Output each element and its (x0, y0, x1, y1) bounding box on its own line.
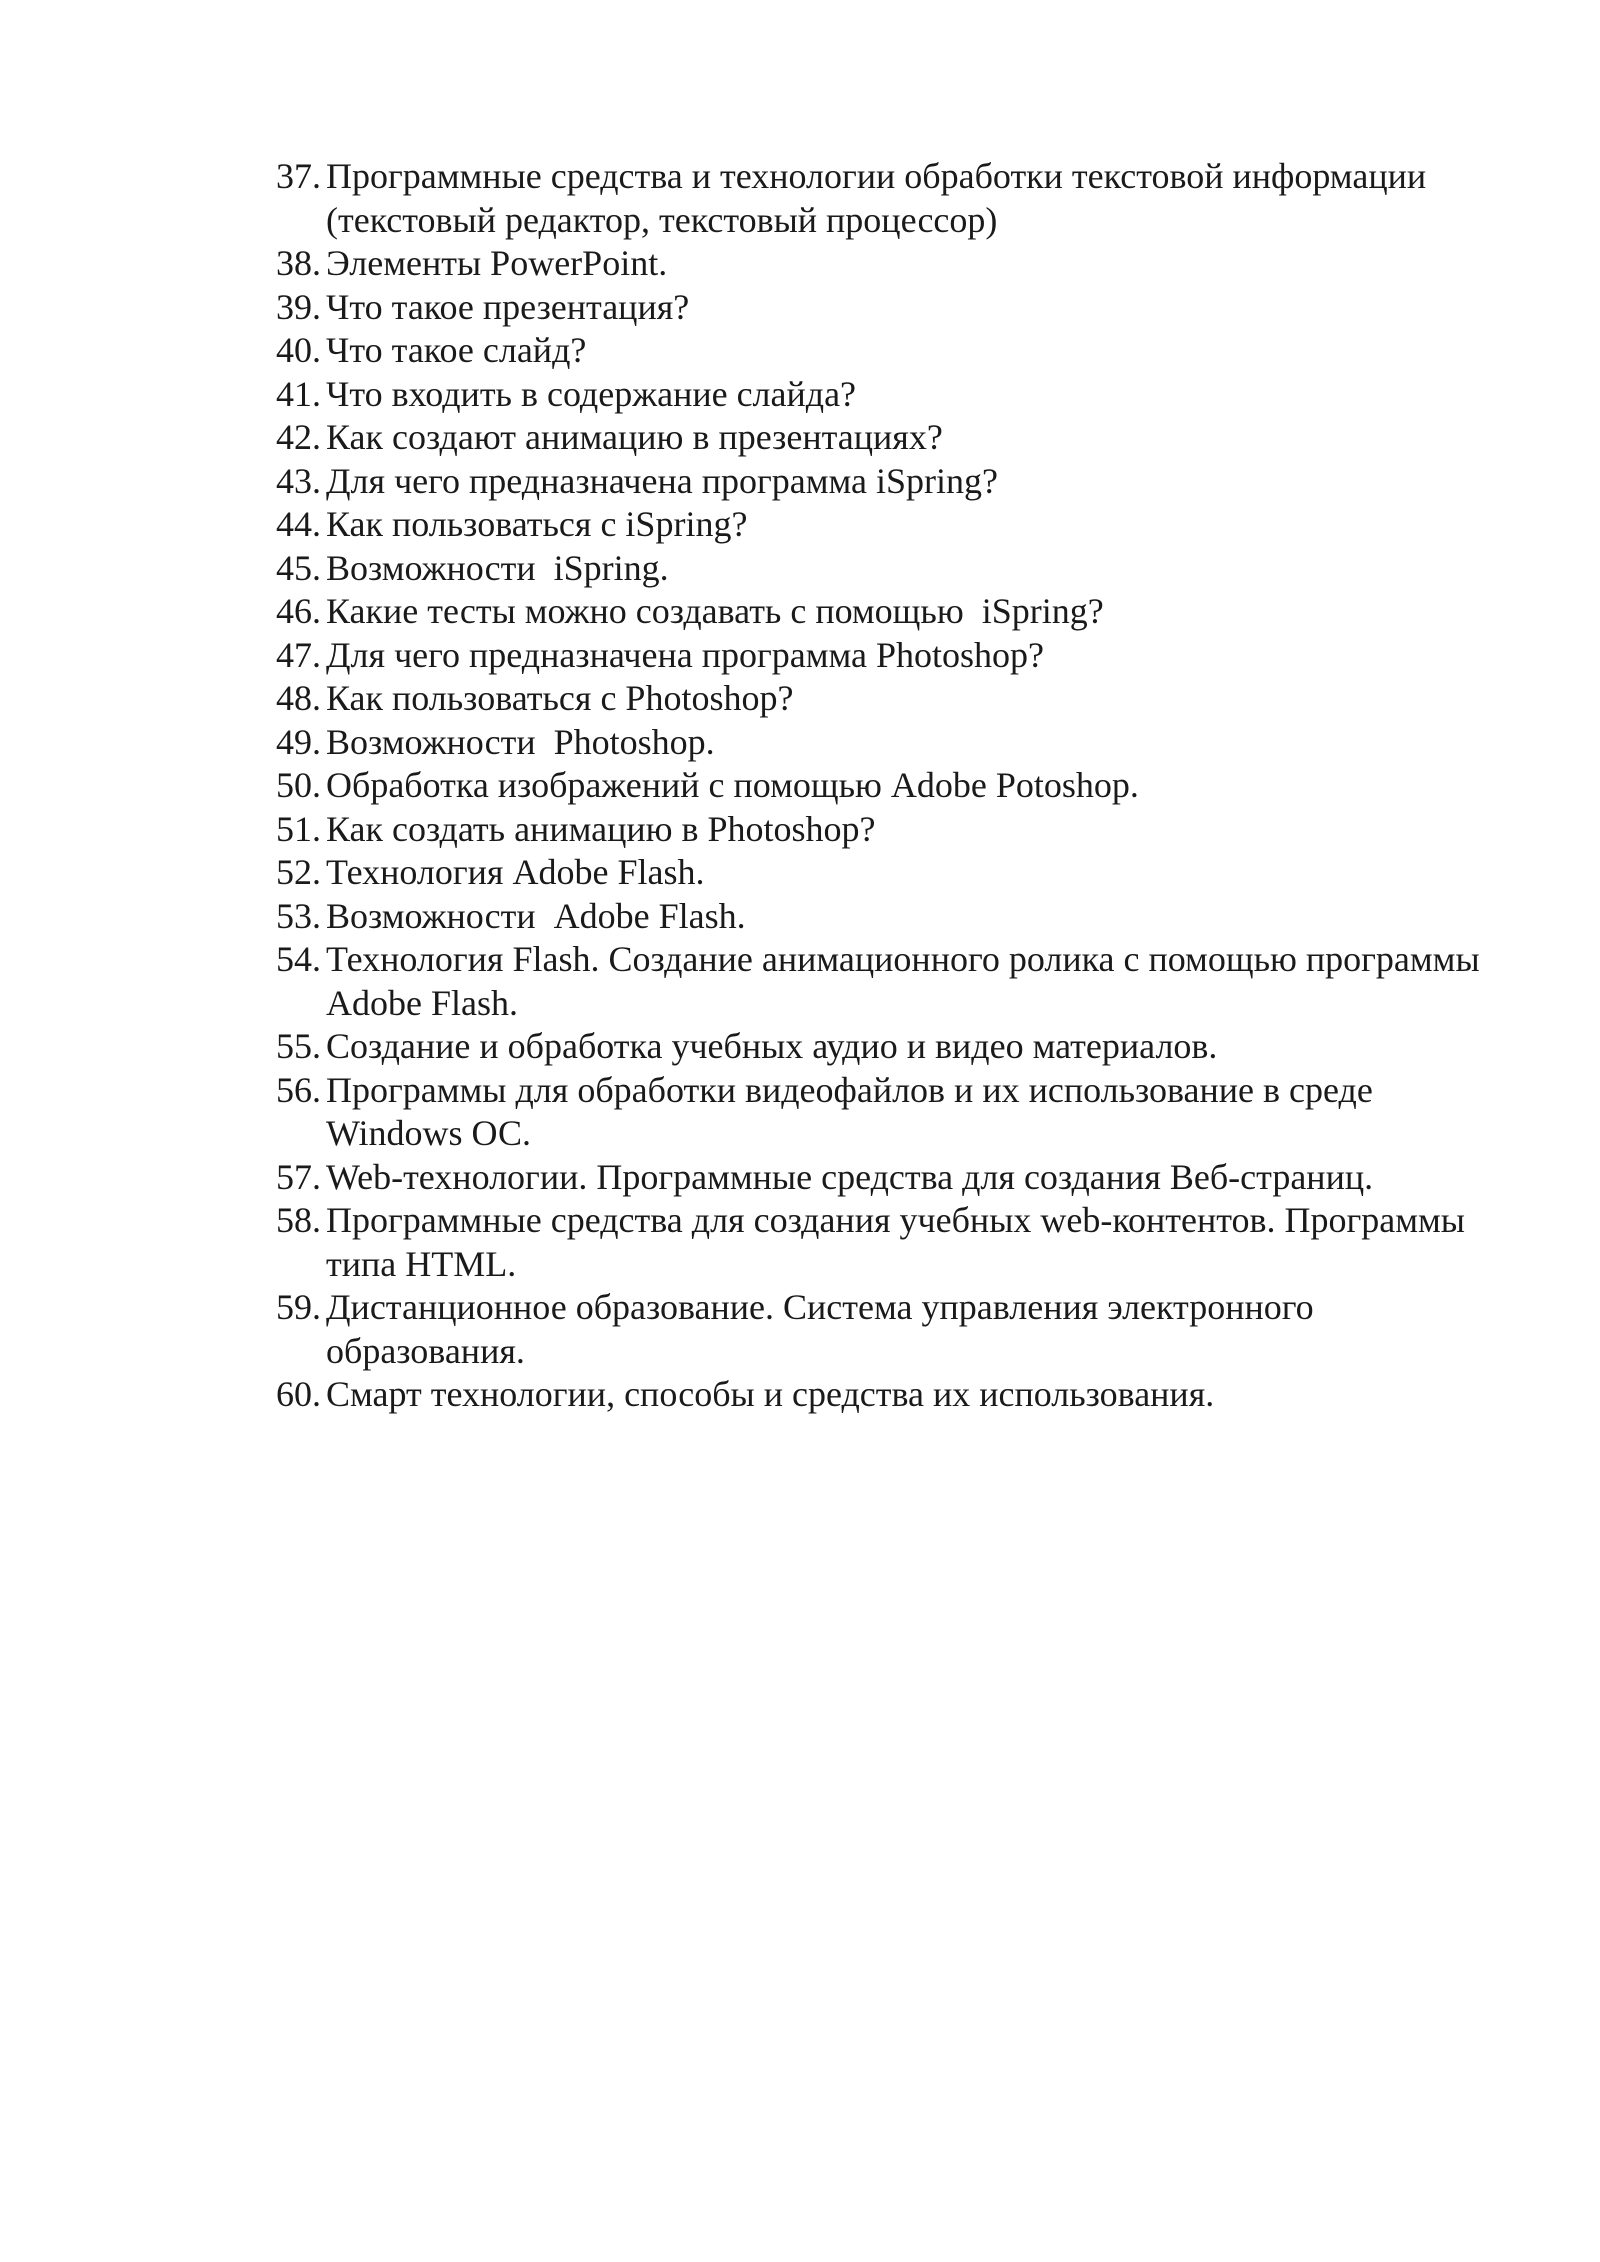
question-number: 38. (276, 243, 321, 283)
question-text: Как создать анимацию в Photoshop? (326, 808, 876, 849)
question-number: 60. (276, 1374, 321, 1414)
list-item (276, 721, 1516, 765)
list-item (276, 677, 1516, 721)
list-item (276, 416, 1516, 460)
question-number: 44. (276, 504, 321, 544)
question-number: 53. (276, 895, 321, 936)
list-item (276, 329, 1516, 373)
question-text: Как пользоваться с Photoshop? (326, 678, 794, 718)
list-item (276, 1286, 1516, 1373)
question-text: Программы для обработки видеофайлов и их использование в среде Windows ОС. (326, 1069, 1373, 1153)
question-number: 59. (276, 1287, 321, 1327)
question-number: 37. (276, 156, 321, 196)
list-item (276, 1373, 1516, 1417)
question-number: 49. (276, 721, 321, 762)
question-number: 48. (276, 678, 321, 718)
question-number: 42. (276, 417, 321, 457)
question-text: Что входить в содержание слайда? (326, 373, 857, 414)
list-item (276, 851, 1516, 895)
question-text: Для чего предназначена программа Photoshop? (326, 634, 1045, 675)
list-item (276, 460, 1516, 504)
list-item (276, 938, 1516, 1025)
question-text: Что такое слайд? (326, 330, 587, 370)
question-list (276, 155, 1516, 1417)
question-number: 55. (276, 1026, 321, 1066)
question-number: 40. (276, 330, 321, 370)
question-number: 39. (276, 286, 321, 327)
question-text: Для чего предназначена программа iSpring? (326, 460, 999, 501)
question-text: Смарт технологии, способы и средства их использования. (326, 1374, 1215, 1414)
question-text: Возможности Adobe Flash. (326, 895, 746, 936)
question-number: 50. (276, 765, 321, 805)
list-item (276, 1156, 1516, 1200)
list-item (276, 373, 1516, 417)
list-item (276, 1199, 1516, 1286)
list-item (276, 590, 1516, 634)
list-item (276, 808, 1516, 852)
question-text: Web-технологии. Программные средства для создания Веб-страниц. (326, 1156, 1374, 1197)
question-number: 51. (276, 808, 321, 849)
question-text: Программные средства для создания учебных web-контентов. Программы типа HTML. (326, 1200, 1465, 1284)
question-number: 56. (276, 1069, 321, 1110)
question-text: Какие тесты можно создавать с помощью iSpring? (326, 591, 1104, 631)
question-number: 57. (276, 1156, 321, 1197)
list-item (276, 547, 1516, 591)
question-text: Дистанционное образование. Система управления электронного образования. (326, 1287, 1314, 1371)
question-number: 58. (276, 1200, 321, 1240)
question-number: 47. (276, 634, 321, 675)
question-text: Программные средства и технологии обработки текстовой информации (текстовый редактор, текстовый процессор) (326, 156, 1427, 240)
question-text: Технология Adobe Flash. (326, 852, 705, 892)
question-text: Технология Flash. Создание анимационного ролика с помощью программы Adobe Flash. (326, 939, 1480, 1023)
question-text: Что такое презентация? (326, 286, 690, 327)
question-text: Возможности Photoshop. (326, 721, 715, 762)
question-number: 46. (276, 591, 321, 631)
question-number: 52. (276, 852, 321, 892)
question-text: Как создают анимацию в презентациях? (326, 417, 943, 457)
list-item (276, 242, 1516, 286)
list-item (276, 764, 1516, 808)
list-item (276, 1025, 1516, 1069)
question-text: Возможности iSpring. (326, 547, 669, 588)
question-text: Как пользоваться с iSpring? (326, 504, 748, 544)
question-number: 43. (276, 460, 321, 501)
list-item (276, 503, 1516, 547)
list-item (276, 895, 1516, 939)
question-number: 41. (276, 373, 321, 414)
question-text: Элементы PowerPoint. (326, 243, 668, 283)
question-text: Обработка изображений с помощью Adobe Potoshop. (326, 765, 1139, 805)
question-number: 45. (276, 547, 321, 588)
list-item (276, 286, 1516, 330)
list-item (276, 634, 1516, 678)
list-item (276, 155, 1516, 242)
question-text: Создание и обработка учебных аудио и видео материалов. (326, 1026, 1218, 1066)
list-item (276, 1069, 1516, 1156)
question-number: 54. (276, 939, 321, 979)
